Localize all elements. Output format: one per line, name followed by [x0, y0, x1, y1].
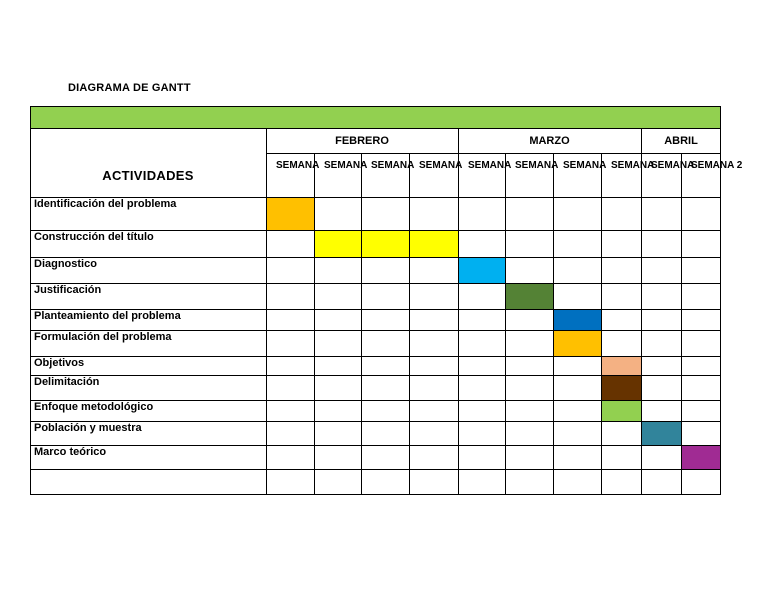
week-label: SEMANA	[651, 160, 695, 171]
gantt-bar	[314, 230, 458, 257]
grid-line	[458, 129, 459, 495]
grid-line	[30, 375, 721, 376]
grid-line	[553, 153, 554, 495]
week-label: SEMANA 2	[691, 160, 743, 171]
gantt-chart	[30, 106, 743, 495]
grid-line	[361, 153, 362, 495]
grid-line	[30, 469, 721, 470]
activity-label: Construcción del título	[34, 231, 154, 243]
gantt-bar	[601, 400, 641, 421]
grid-line	[681, 153, 682, 495]
grid-line	[30, 494, 721, 495]
activity-label: Objetivos	[34, 357, 85, 369]
activity-label: Enfoque metodológico	[34, 401, 154, 413]
month-label: FEBRERO	[335, 135, 389, 147]
page-title: DIAGRAMA DE GANTT	[68, 82, 191, 94]
activity-label: Identificación del problema	[34, 198, 177, 210]
activity-label: Marco teórico	[34, 446, 107, 458]
grid-line	[266, 153, 721, 154]
week-label: SEMANA	[515, 160, 559, 171]
month-label: ABRIL	[664, 135, 698, 147]
activity-label: Formulación del problema	[34, 331, 172, 343]
grid-line	[266, 129, 267, 495]
gantt-bar	[681, 445, 721, 469]
gantt-bar	[553, 330, 601, 356]
week-label: SEMANA	[563, 160, 607, 171]
week-label: SEMANA	[611, 160, 655, 171]
grid-line	[505, 153, 506, 495]
grid-line	[30, 356, 721, 357]
activity-label: Delimitación	[34, 376, 100, 388]
activity-label: Diagnostico	[34, 258, 97, 270]
gantt-bar	[601, 356, 641, 375]
month-label: MARZO	[529, 135, 570, 147]
grid-line	[409, 153, 410, 495]
activity-label: Justificación	[34, 284, 102, 296]
gantt-bar	[641, 421, 681, 445]
grid-line	[314, 153, 315, 495]
week-label: SEMANA	[468, 160, 512, 171]
week-label: SEMANA	[371, 160, 415, 171]
gantt-bar	[505, 283, 553, 309]
week-label: SEMANA	[276, 160, 320, 171]
grid-line	[30, 106, 31, 495]
activity-label: Planteamiento del problema	[34, 310, 181, 322]
gantt-bar	[553, 309, 601, 330]
gantt-bar	[601, 375, 641, 400]
grid-line	[30, 257, 721, 258]
activities-header: ACTIVIDADES	[102, 167, 194, 183]
grid-line	[30, 445, 721, 446]
week-label: SEMANA	[324, 160, 368, 171]
grid-line	[641, 129, 642, 495]
grid-line	[30, 283, 721, 284]
activity-label: Población y muestra	[34, 422, 142, 434]
grid-line	[601, 153, 602, 495]
gantt-bar	[266, 197, 314, 230]
week-label: SEMANA	[419, 160, 463, 171]
header-color-bar	[30, 106, 721, 129]
gantt-bar	[458, 257, 505, 283]
